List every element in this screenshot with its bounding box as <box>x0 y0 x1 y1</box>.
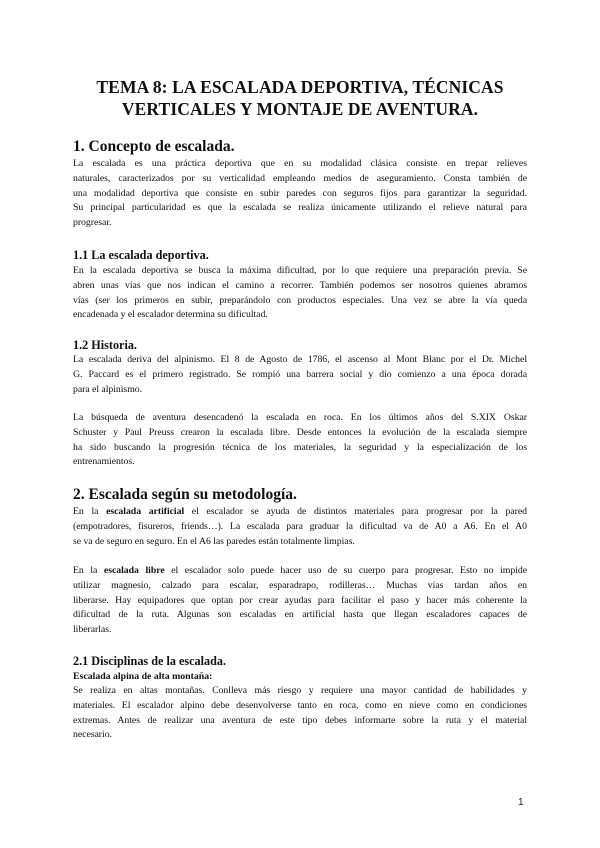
paragraph-deportiva <box>73 264 527 323</box>
text-line: para el alpinismo. <box>73 383 143 395</box>
bold-term: escalada artificial <box>106 506 185 517</box>
title-line: TEMA 8: LA ESCALADA DEPORTIVA, TÉCNICAS <box>96 77 504 97</box>
text-line: entrenamientos. <box>73 456 135 468</box>
section-heading-historia: 1.2 Historia. <box>73 338 137 352</box>
text-line: una modalidad deportiva que consiste en subir paredes con seguros fijos para garantizar la seguridad. <box>73 187 527 199</box>
text-run: el escalador solo puede hacer uso de su cuerpo para progresar. Esto no impide <box>164 565 527 576</box>
section-heading-concepto: 1. Concepto de escalada. <box>73 138 235 155</box>
text-line: Su principal particularidad es que la escalada se realiza únicamente utilizando el relieve natural para <box>73 202 527 214</box>
text-line: se va de seguro en seguro. En el A6 las paredes están totalmente limpias. <box>73 535 355 547</box>
text-run: En la <box>73 506 107 517</box>
text-line: liberarse. Hay equipadores que optan por crear ayudas para facilitar el paso y hacer más coherente la <box>73 594 527 606</box>
text-line: extremas. Antes de realizar una aventura de este tipo debes informarte sobre la ruta y el material <box>73 714 527 726</box>
paragraph-historia-2 <box>73 411 527 470</box>
text-line: progresar. <box>73 217 112 229</box>
bold-term: escalada libre <box>103 565 165 576</box>
text-line: En la escalada deportiva se busca la máxima dificultad, por lo que requiere una preparación previa. Se <box>73 265 527 276</box>
text-line: encadenada y el escalador determina su dificultad. <box>73 309 268 321</box>
text-line: materiales. El escalador alpino debe desenvolverse tanto en roca, como en nieve como en condiciones <box>73 699 527 711</box>
paragraph-escalada-artificial <box>73 505 527 549</box>
text-line <box>73 505 527 520</box>
text-line: dificultad de la ruta. Algunas son escaladas en artificial hasta que llegan escaladores capaces de <box>73 609 527 621</box>
paragraph-escalada-libre <box>73 564 527 638</box>
text-line: G. Paccard es el primero registrado. Se rompió una barrera social y dio comienzo a una época dorada <box>73 368 527 380</box>
page-title <box>60 76 540 120</box>
text-run: En la <box>73 565 104 576</box>
text-line: Se realiza en altas montañas. Conlleva más riesgo y requiere una mayor cantidad de habilidades y <box>73 685 527 696</box>
text-line: vías (ser los primeros en subir, preparándolo con productos especiales. Una vez se abre la vía queda <box>73 294 527 306</box>
text-line: La búsqueda de aventura desencadenó la escalada en roca. En los últimos años del S.XIX Oskar <box>73 412 527 423</box>
paragraph-alta-montana <box>73 684 527 743</box>
text-line: La escalada es una práctica deportiva que en su modalidad clásica consiste en trepar relieves <box>73 158 527 169</box>
section-heading-metodologia: 2. Escalada según su metodología. <box>73 486 297 503</box>
title-line: VERTICALES Y MONTAJE DE AVENTURA. <box>121 99 479 119</box>
text-run: el escalador se ayuda de distintos materiales para progresar por la pared <box>184 506 527 517</box>
paragraph-historia-1 <box>73 353 527 397</box>
text-line: abren unas vías que nos indican el camino a recorrer. También podemos ser nosotros quienes abramos <box>73 279 527 291</box>
text-line: utilizar magnesio, calzado para escalar, esparadrapo, rodilleras… Muchas vías tardan años en <box>73 579 527 591</box>
text-line: Schuster y Paul Preuss crearon la escalada libre. Desde entonces la evolución de la escalada siempre <box>73 426 527 438</box>
page-number: 1 <box>518 797 524 808</box>
text-line: (empotradores, fisureros, friends…). La escalada para graduar la dificultad va de A0 a A6. En el A0 <box>73 520 527 532</box>
section-heading-disciplinas: 2.1 Disciplinas de la escalada. <box>73 654 227 668</box>
text-line: naturales, caracterizados por su verticalidad empleando medios de aseguramiento. Consta también de <box>73 172 527 184</box>
text-line: necesario. <box>73 729 112 741</box>
text-line: liberarlas. <box>73 624 112 636</box>
section-heading-deportiva: 1.1 La escalada deportiva. <box>73 248 209 262</box>
text-line: La escalada deriva del alpinismo. El 8 de Agosto de 1786, el ascenso al Mont Blanc por el Dr. Michel <box>73 354 527 365</box>
text-line <box>73 564 527 579</box>
paragraph-concepto <box>73 157 527 231</box>
sub-heading-alta-montana: Escalada alpina de alta montaña: <box>73 671 213 682</box>
text-line: ha sido buscando la progresión técnica de los materiales, la seguridad y la especialización de los <box>73 441 527 453</box>
